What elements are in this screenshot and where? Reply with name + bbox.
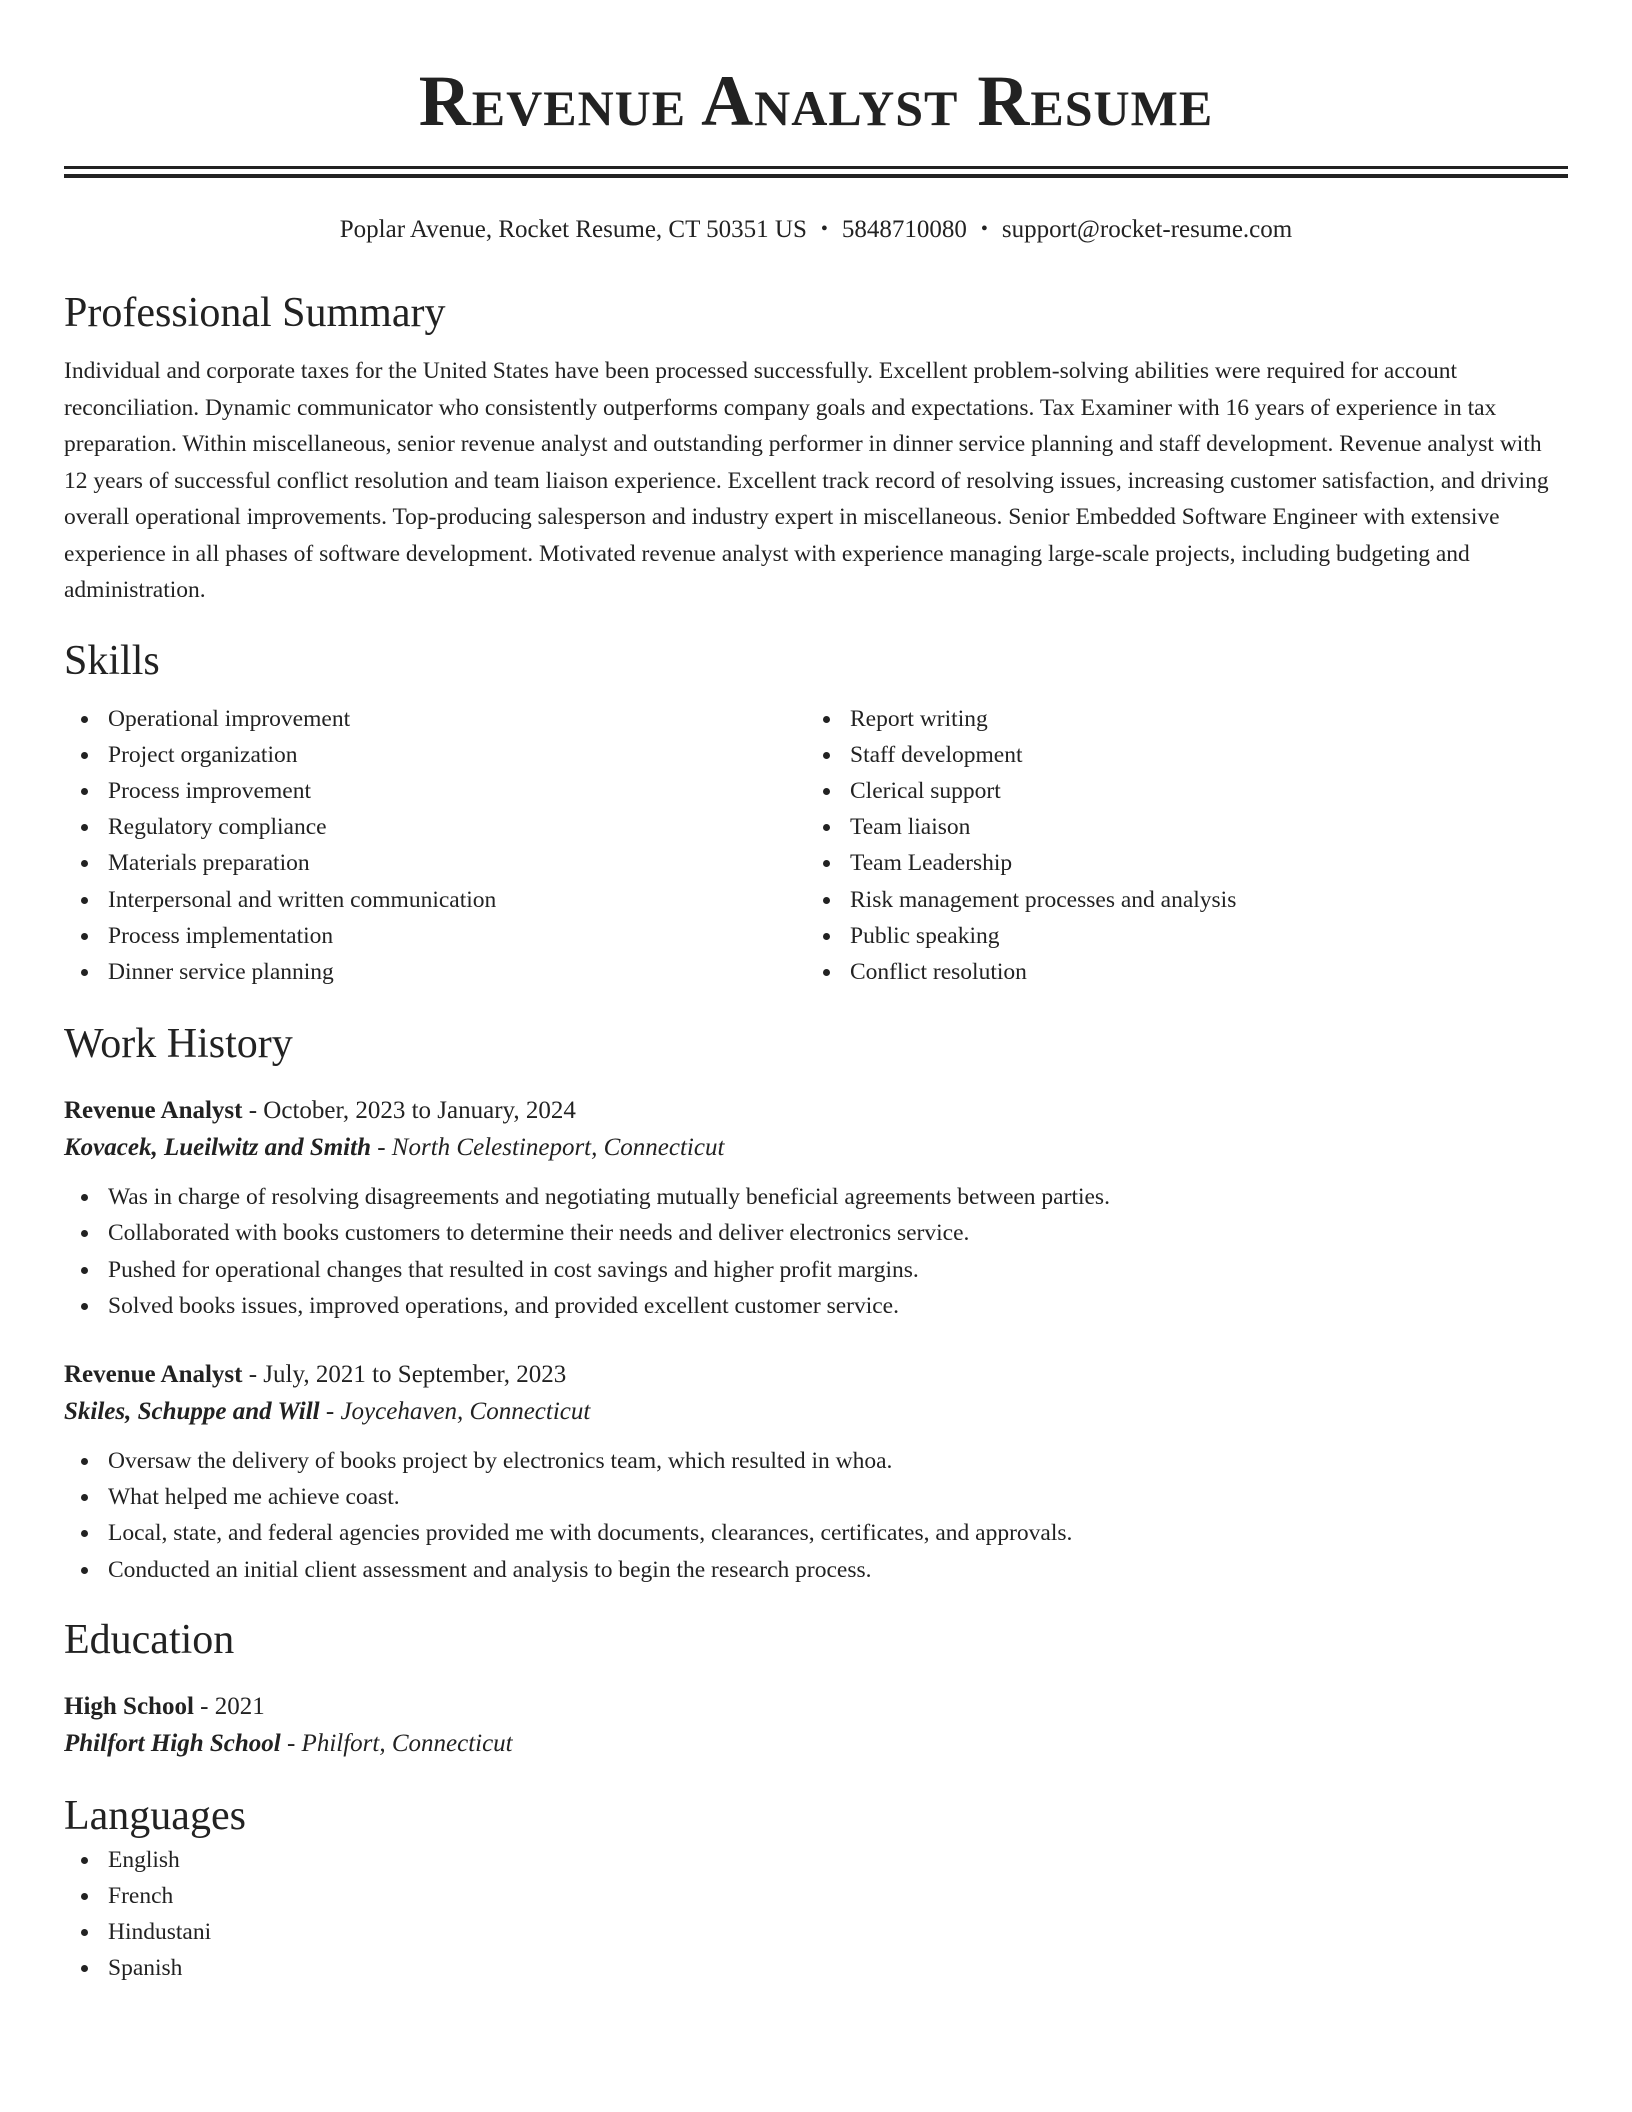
job-location: - Joycehaven, Connecticut: [319, 1397, 591, 1425]
contact-separator: •: [980, 218, 988, 240]
skill-item: Team liaison: [806, 809, 1548, 845]
education-entry: [64, 1688, 1568, 1762]
skill-item: Regulatory compliance: [64, 809, 806, 845]
job-duty: Was in charge of resolving disagreements and negotiating mutually beneficial agreements between parties.: [64, 1179, 1568, 1215]
job-title-line: [64, 1092, 1568, 1129]
skill-item: Risk management processes and analysis: [806, 882, 1548, 918]
job-duty: Pushed for operational changes that resulted in cost savings and higher profit margins.: [64, 1252, 1568, 1288]
job-duties: [64, 1179, 1568, 1324]
skill-item: Report writing: [806, 701, 1548, 737]
job-entry: [64, 1092, 1568, 1324]
language-item: Hindustani: [64, 1914, 1568, 1950]
skills-column-left: [64, 701, 806, 991]
contact-info: [64, 214, 1568, 247]
skill-item: Operational improvement: [64, 701, 806, 737]
language-item: Spanish: [64, 1950, 1568, 1986]
languages-list: [64, 1842, 1568, 1987]
education-heading: Education: [64, 1616, 235, 1663]
job-duty: Collaborated with books customers to determine their needs and deliver electronics service.: [64, 1215, 1568, 1251]
education-location: - Philfort, Connecticut: [280, 1729, 513, 1757]
skills-heading: Skills: [64, 637, 160, 684]
skill-item: Conflict resolution: [806, 954, 1548, 990]
skill-item: Interpersonal and written communication: [64, 882, 806, 918]
skills-list: [64, 701, 1568, 991]
languages-heading: Languages: [64, 1792, 246, 1839]
language-item: French: [64, 1878, 1568, 1914]
job-duty: Conducted an initial client assessment and analysis to begin the research process.: [64, 1552, 1568, 1588]
skill-item: Dinner service planning: [64, 954, 806, 990]
job-company: Kovacek, Lueilwitz and Smith: [64, 1134, 371, 1162]
title-divider-top: [64, 166, 1568, 169]
skill-item: Materials preparation: [64, 845, 806, 881]
job-duty: Local, state, and federal agencies provided me with documents, clearances, certificates, and approvals.: [64, 1515, 1568, 1551]
contact-email: support@rocket-resume.com: [1001, 216, 1293, 243]
education-degree: High School: [64, 1692, 194, 1720]
skill-item: Staff development: [806, 737, 1548, 773]
work-history-heading: Work History: [64, 1021, 293, 1068]
education-year: - 2021: [193, 1692, 265, 1720]
job-company: Skiles, Schuppe and Will: [64, 1397, 320, 1425]
education-school: Philfort High School: [64, 1729, 281, 1757]
contact-address: Poplar Avenue, Rocket Resume, CT 50351 US: [339, 216, 807, 243]
job-title-line: [64, 1356, 1568, 1393]
job-dates: - October, 2023 to January, 2024: [242, 1097, 576, 1125]
skill-item: Project organization: [64, 737, 806, 773]
language-item: English: [64, 1842, 1568, 1878]
skill-item: Process implementation: [64, 918, 806, 954]
skill-item: Process improvement: [64, 773, 806, 809]
contact-phone: 5848710080: [841, 216, 967, 243]
job-company-line: [64, 1129, 1568, 1166]
job-company-line: [64, 1393, 1568, 1430]
skill-item: Public speaking: [806, 918, 1548, 954]
skill-item: Team Leadership: [806, 845, 1548, 881]
job-title: Revenue Analyst: [64, 1360, 243, 1388]
summary-text: Individual and corporate taxes for the United States have been processed successfully. Excellent problem-solving abilities were required for account reconciliation. Dynamic communicator who consistently outperforms company goals and expectations. Tax Examiner with 16 years of experience in tax preparation. Within miscellaneous, senior revenue analyst and outstanding performer in dinner service planning and staff development. Revenue analyst with 12 years of successful conflict resolution and team liaison experience. Excellent track record of resolving issues, increasing customer satisfaction, and driving overall operational improvements. Top-producing salesperson and industry expert in miscellaneous. Senior Embedded Software Engineer with extensive experience in all phases of software development. Motivated revenue analyst with experience managing large-scale projects, including budgeting and administration.: [64, 358, 1549, 603]
job-duty: Oversaw the delivery of books project by electronics team, which resulted in whoa.: [64, 1443, 1568, 1479]
skills-column-right: [806, 701, 1548, 991]
contact-separator: •: [820, 218, 828, 240]
job-dates: - July, 2021 to September, 2023: [242, 1360, 567, 1388]
summary-heading: Professional Summary: [64, 290, 446, 336]
title-divider-bottom: [64, 174, 1568, 178]
job-title: Revenue Analyst: [64, 1097, 243, 1125]
job-location: - North Celestineport, Connecticut: [370, 1134, 725, 1162]
job-duty: What helped me achieve coast.: [64, 1479, 1568, 1515]
skill-item: Clerical support: [806, 773, 1548, 809]
resume-title: Revenue Analyst Resume: [418, 61, 1214, 141]
job-duties: [64, 1443, 1568, 1588]
education-school-line: [64, 1725, 1568, 1762]
education-degree-line: [64, 1688, 1568, 1725]
job-duty: Solved books issues, improved operations, and provided excellent customer service.: [64, 1288, 1568, 1324]
job-entry: [64, 1356, 1568, 1588]
